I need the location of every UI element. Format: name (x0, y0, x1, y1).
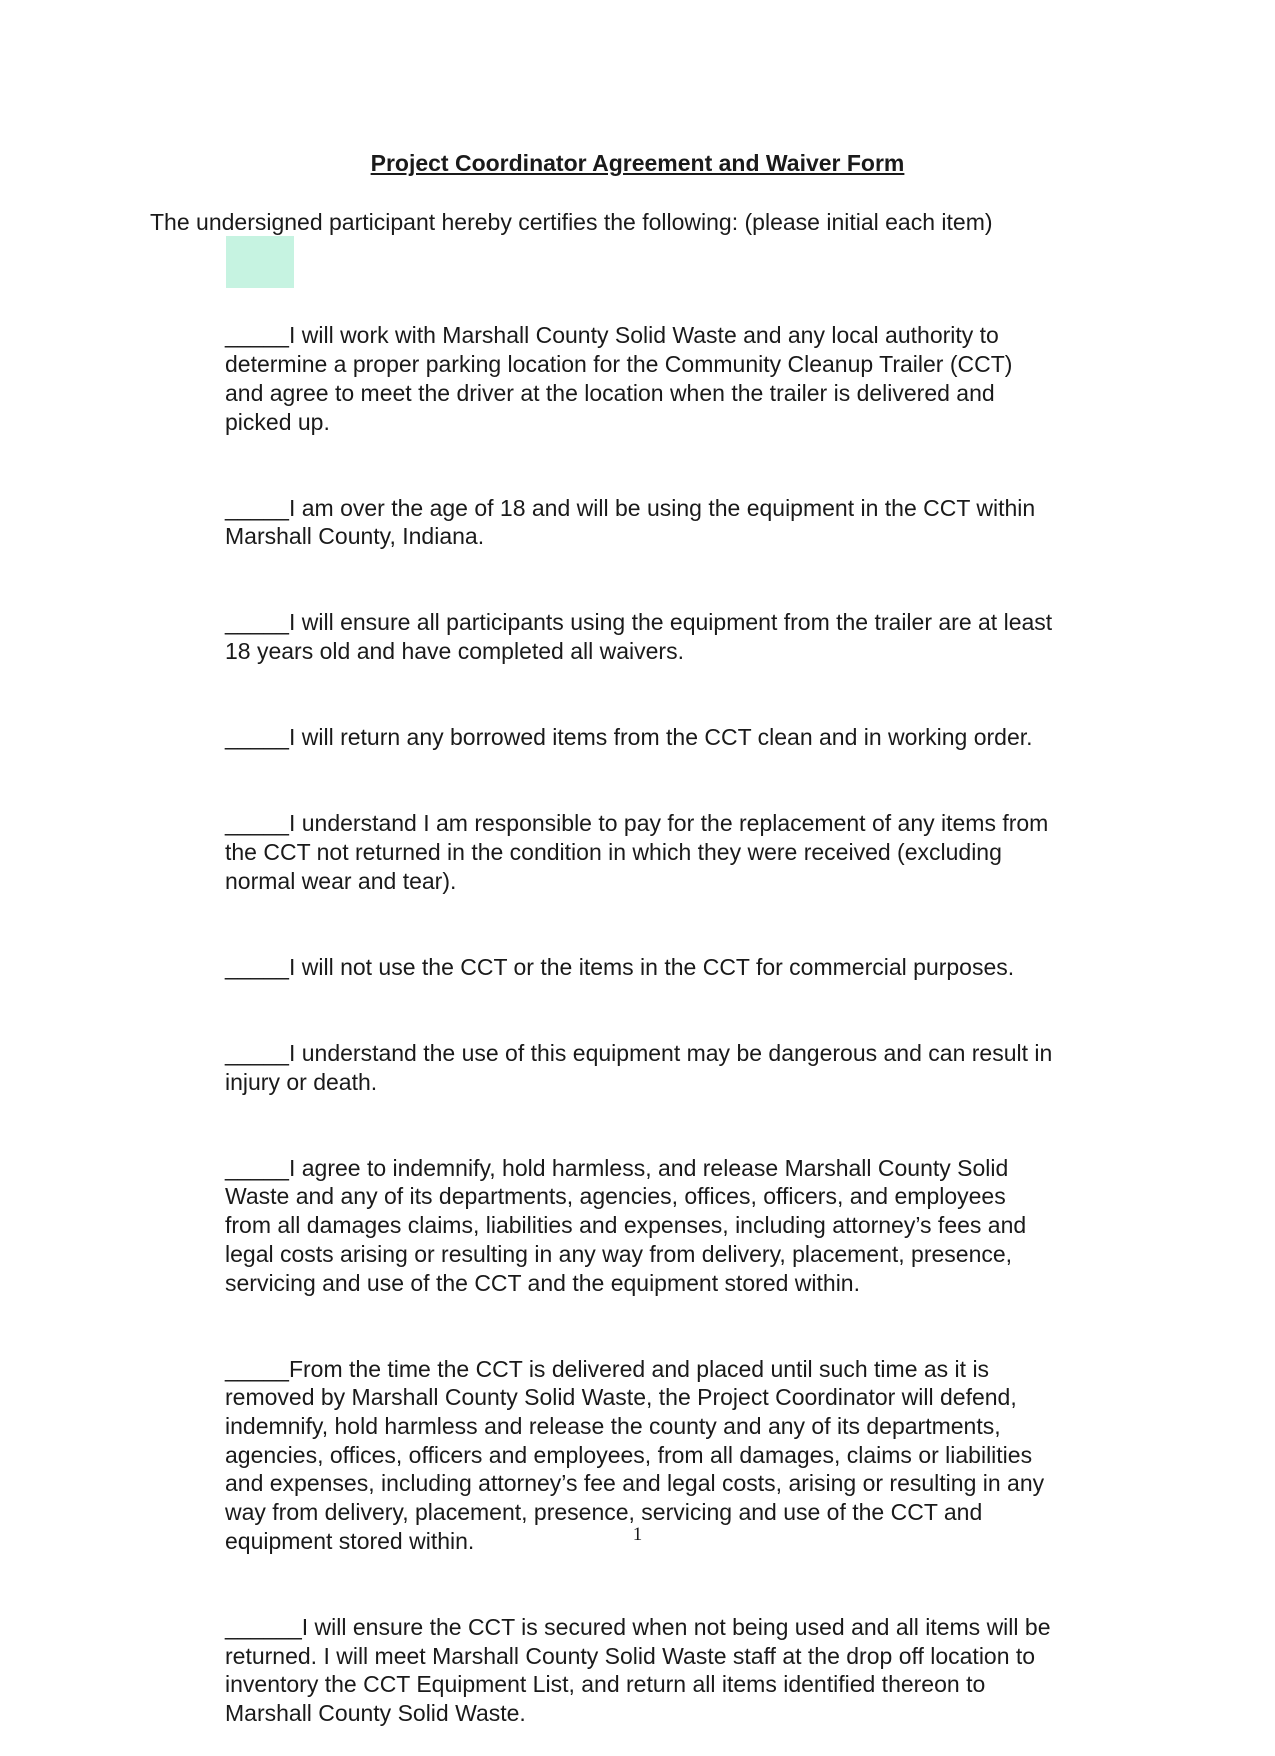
page-title: Project Coordinator Agreement and Waiver Form (370, 150, 905, 176)
initial-field[interactable] (226, 236, 294, 288)
agreement-item-text: _____I will work with Marshall County Solid Waste and any local authority to determine a proper parking location for the Community Cleanup Trailer (CCT) and agree to meet the driver at the location when the trailer is delivered and picked up. (225, 322, 1013, 435)
agreement-item-age (225, 465, 1125, 551)
intro-text: The undersigned participant hereby certifies the following: (please initial each item) (150, 209, 993, 235)
agreement-item-replacement (225, 781, 1125, 896)
agreement-item-danger (225, 1010, 1125, 1096)
agreement-item-parking (225, 264, 1125, 436)
agreement-item-text: ______I will ensure the CCT is secured when not being used and all items will be returned. I will meet Marshall County Solid Waste staff at the drop off location to inventory the CCT Equipment List, and return all items identified thereon to Marshall County Solid Waste. (225, 1613, 1051, 1727)
agreement-item-text: _____I understand the use of this equipment may be dangerous and can result in injury or death. (225, 1039, 1053, 1095)
agreement-item-indemnify (225, 1125, 1125, 1297)
agreement-item-text: _____I am over the age of 18 and will be using the equipment in the CCT within Marshall County, Indiana. (225, 494, 1036, 550)
agreement-item-text: _____I will return any borrowed items from the CCT clean and in working order. (225, 724, 1033, 751)
agreement-item-text: _____I agree to indemnify, hold harmless, and release Marshall County Solid Waste and any of its departments, agencies, offices, officers, and employees from all damages claims, liabilities and expenses, including attorney’s fees and legal costs arising or resulting in any way from delivery, placement, presence, servicing and use of the CCT and the equipment stored within. (225, 1154, 1027, 1296)
agreement-item-defend (225, 1326, 1125, 1556)
agreement-item-secure (225, 1584, 1125, 1728)
agreement-item-text: _____From the time the CCT is delivered and placed until such time as it is removed by Marshall County Solid Waste, the Project Coordinator will defend, indemnify, hold harmless and release the county and any of its departments, agencies, offices, officers and employees, from all damages, claims or liabilities and expenses, including attorney’s fee and legal costs, arising or resulting in any way from delivery, placement, presence, servicing and use of the CCT and equipment stored within. (225, 1355, 1045, 1554)
agreement-item-return (225, 695, 1125, 752)
agreement-item-text: _____I will not use the CCT or the items in the CCT for commercial purposes. (225, 953, 1015, 980)
agreement-item-commercial (225, 924, 1125, 981)
page-number: 1 (632, 1524, 643, 1545)
agreement-item-text: _____I understand I am responsible to pay for the replacement of any items from the CCT not returned in the condition in which they were received (excluding normal wear and tear). (225, 810, 1049, 894)
agreement-item-text: _____I will ensure all participants using the equipment from the trailer are at least 18 years old and have completed all waivers. (225, 609, 1053, 665)
agreement-item-participants (225, 580, 1125, 666)
